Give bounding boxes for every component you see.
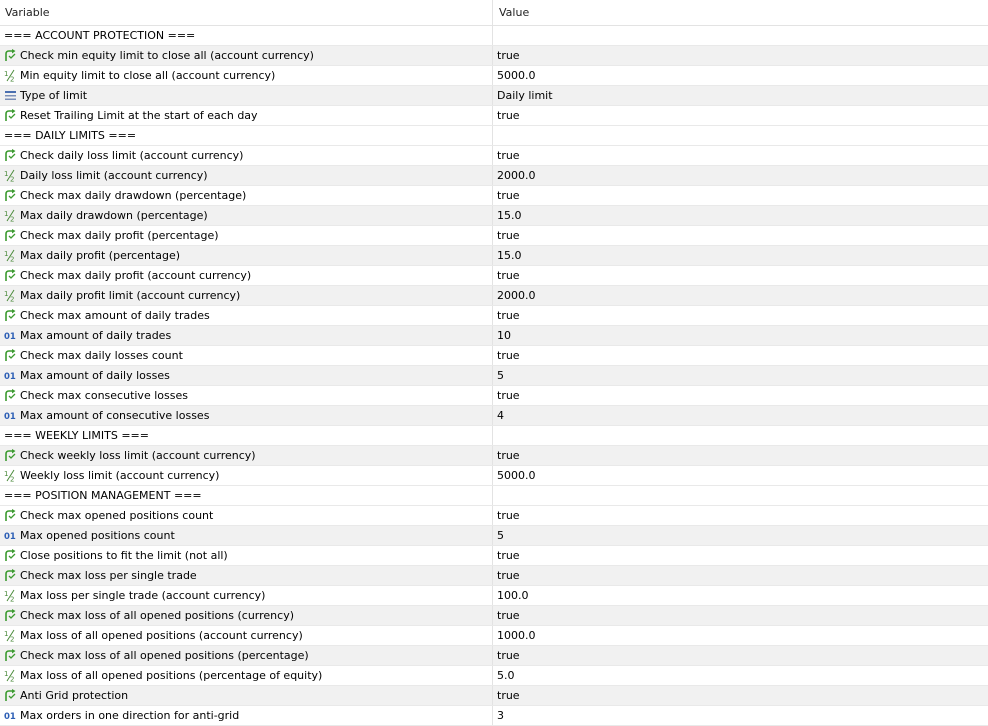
bool-arrow-icon — [4, 449, 17, 462]
variable-label: Check weekly loss limit (account currency) — [20, 449, 256, 462]
integer-icon — [4, 329, 17, 342]
value-cell[interactable] — [493, 666, 988, 685]
value-text: true — [497, 269, 520, 282]
parameter-row[interactable] — [0, 586, 988, 606]
integer-icon — [4, 709, 17, 722]
variable-cell — [0, 106, 493, 125]
bool-arrow-icon — [4, 689, 17, 702]
parameter-row[interactable] — [0, 146, 988, 166]
variable-cell — [0, 126, 493, 145]
value-cell[interactable] — [493, 446, 988, 465]
variable-label: Check max opened positions count — [20, 509, 214, 522]
value-text: true — [497, 229, 520, 242]
value-text: true — [497, 449, 520, 462]
group-header-row — [0, 486, 988, 506]
bool-arrow-icon — [4, 109, 17, 122]
value-cell[interactable] — [493, 206, 988, 225]
bool-arrow-icon — [4, 349, 17, 362]
variable-cell — [0, 566, 493, 585]
variable-cell — [0, 606, 493, 625]
value-cell[interactable] — [493, 386, 988, 405]
value-text: true — [497, 49, 520, 62]
variable-label: Reset Trailing Limit at the start of each day — [20, 109, 258, 122]
variable-cell — [0, 286, 493, 305]
variable-label: === POSITION MANAGEMENT === — [4, 489, 202, 502]
value-text: 5 — [497, 529, 504, 542]
variable-label: Max daily drawdown (percentage) — [20, 209, 208, 222]
svg-text:1: 1 — [4, 630, 9, 638]
value-cell[interactable] — [493, 46, 988, 65]
variable-label: Max daily profit (percentage) — [20, 249, 181, 262]
variable-label: Max loss of all opened positions (account currency) — [20, 629, 303, 642]
variable-label: Type of limit — [20, 89, 88, 102]
value-cell[interactable] — [493, 266, 988, 285]
parameter-row[interactable] — [0, 86, 988, 106]
svg-text:2: 2 — [10, 295, 15, 302]
value-text: Daily limit — [497, 89, 553, 102]
value-text: 5.0 — [497, 669, 515, 682]
integer-icon — [4, 369, 17, 382]
value-cell — [493, 426, 988, 445]
svg-text:2: 2 — [10, 215, 15, 222]
variable-cell — [0, 246, 493, 265]
value-text: true — [497, 189, 520, 202]
variable-label: Max amount of consecutive losses — [20, 409, 210, 422]
fraction-icon — [4, 209, 17, 222]
integer-icon — [4, 409, 17, 422]
parameter-row[interactable] — [0, 66, 988, 86]
parameter-row[interactable] — [0, 106, 988, 126]
fraction-icon — [4, 289, 17, 302]
parameter-row[interactable] — [0, 626, 988, 646]
svg-text:1: 1 — [4, 210, 9, 218]
parameter-row[interactable] — [0, 666, 988, 686]
variable-cell — [0, 366, 493, 385]
parameter-row[interactable] — [0, 506, 988, 526]
svg-text:1: 1 — [4, 250, 9, 258]
bool-arrow-icon — [4, 309, 17, 322]
variable-cell — [0, 446, 493, 465]
value-cell[interactable] — [493, 286, 988, 305]
variable-cell — [0, 26, 493, 45]
bool-arrow-icon — [4, 269, 17, 282]
variable-cell — [0, 66, 493, 85]
value-text: 10 — [497, 329, 511, 342]
variable-cell — [0, 266, 493, 285]
variable-cell — [0, 86, 493, 105]
variable-label: Daily loss limit (account currency) — [20, 169, 208, 182]
value-cell[interactable] — [493, 346, 988, 365]
fraction-icon — [4, 589, 17, 602]
variable-label: Max daily profit limit (account currency) — [20, 289, 241, 302]
value-text: true — [497, 109, 520, 122]
fraction-icon — [4, 169, 17, 182]
bool-arrow-icon — [4, 229, 17, 242]
variable-cell — [0, 546, 493, 565]
parameter-row[interactable] — [0, 366, 988, 386]
value-text: 3 — [497, 709, 504, 722]
parameter-row[interactable] — [0, 466, 988, 486]
value-text: true — [497, 549, 520, 562]
parameter-row[interactable] — [0, 526, 988, 546]
variable-label: Check daily loss limit (account currency) — [20, 149, 244, 162]
svg-text:01: 01 — [4, 412, 16, 422]
value-text: true — [497, 689, 520, 702]
variable-label: Max orders in one direction for anti-grid — [20, 709, 240, 722]
variable-cell — [0, 186, 493, 205]
parameter-row[interactable] — [0, 706, 988, 726]
variable-cell — [0, 386, 493, 405]
value-cell[interactable] — [493, 566, 988, 585]
fraction-icon — [4, 69, 17, 82]
svg-text:2: 2 — [10, 175, 15, 182]
variable-cell — [0, 146, 493, 165]
svg-text:01: 01 — [4, 372, 16, 382]
value-text: true — [497, 149, 520, 162]
variable-cell — [0, 326, 493, 345]
value-text: true — [497, 509, 520, 522]
group-header-row — [0, 426, 988, 446]
parameter-row[interactable] — [0, 646, 988, 666]
value-text: 15.0 — [497, 249, 522, 262]
svg-text:01: 01 — [4, 712, 16, 722]
variable-cell — [0, 426, 493, 445]
svg-text:2: 2 — [10, 475, 15, 482]
variable-label: Check max loss of all opened positions (percentage) — [20, 649, 309, 662]
value-cell[interactable] — [493, 546, 988, 565]
parameter-row[interactable] — [0, 446, 988, 466]
parameter-row[interactable] — [0, 686, 988, 706]
parameter-row[interactable] — [0, 606, 988, 626]
parameter-row[interactable] — [0, 386, 988, 406]
variable-cell — [0, 706, 493, 725]
variable-label: Max amount of daily trades — [20, 329, 172, 342]
value-cell[interactable] — [493, 366, 988, 385]
svg-text:1: 1 — [4, 70, 9, 78]
variable-label: Check min equity limit to close all (account currency) — [20, 49, 314, 62]
variable-cell — [0, 626, 493, 645]
value-cell[interactable] — [493, 626, 988, 645]
svg-text:01: 01 — [4, 332, 16, 342]
variable-cell — [0, 586, 493, 605]
svg-text:2: 2 — [10, 255, 15, 262]
value-cell[interactable] — [493, 606, 988, 625]
variable-label: Max amount of daily losses — [20, 369, 170, 382]
variable-cell — [0, 506, 493, 525]
value-cell[interactable] — [493, 86, 988, 105]
variable-cell — [0, 206, 493, 225]
svg-text:1: 1 — [4, 590, 9, 598]
variable-label: Check max daily profit (percentage) — [20, 229, 219, 242]
value-cell[interactable] — [493, 306, 988, 325]
variable-cell — [0, 686, 493, 705]
bool-arrow-icon — [4, 149, 17, 162]
bool-arrow-icon — [4, 389, 17, 402]
enum-list-icon — [4, 89, 17, 102]
parameter-row[interactable] — [0, 166, 988, 186]
integer-icon — [4, 529, 17, 542]
variable-label: Max opened positions count — [20, 529, 175, 542]
bool-arrow-icon — [4, 549, 17, 562]
svg-text:1: 1 — [4, 170, 9, 178]
svg-text:2: 2 — [10, 75, 15, 82]
bool-arrow-icon — [4, 569, 17, 582]
value-text: 15.0 — [497, 209, 522, 222]
value-text: true — [497, 349, 520, 362]
value-cell[interactable] — [493, 686, 988, 705]
variable-cell — [0, 646, 493, 665]
value-cell[interactable] — [493, 526, 988, 545]
bool-arrow-icon — [4, 509, 17, 522]
variable-cell — [0, 346, 493, 365]
svg-text:2: 2 — [10, 675, 15, 682]
bool-arrow-icon — [4, 649, 17, 662]
value-text: true — [497, 649, 520, 662]
value-text: true — [497, 389, 520, 402]
variable-label: Check max loss per single trade — [20, 569, 197, 582]
value-cell[interactable] — [493, 326, 988, 345]
value-cell[interactable] — [493, 466, 988, 485]
value-cell[interactable] — [493, 586, 988, 605]
group-header-row — [0, 126, 988, 146]
variable-label: Weekly loss limit (account currency) — [20, 469, 220, 482]
fraction-icon — [4, 669, 17, 682]
value-cell — [493, 26, 988, 45]
group-header-row — [0, 26, 988, 46]
variable-cell — [0, 666, 493, 685]
parameter-row[interactable] — [0, 266, 988, 286]
value-cell[interactable] — [493, 186, 988, 205]
variable-label: === ACCOUNT PROTECTION === — [4, 29, 196, 42]
value-text: 2000.0 — [497, 169, 536, 182]
value-cell[interactable] — [493, 646, 988, 665]
parameter-row[interactable] — [0, 286, 988, 306]
variable-label: Check max loss of all opened positions (currency) — [20, 609, 294, 622]
variable-cell — [0, 46, 493, 65]
parameter-row[interactable] — [0, 306, 988, 326]
svg-text:1: 1 — [4, 290, 9, 298]
variable-cell — [0, 226, 493, 245]
variable-label: Close positions to fit the limit (not all) — [20, 549, 228, 562]
fraction-icon — [4, 469, 17, 482]
value-text: 4 — [497, 409, 504, 422]
variable-cell — [0, 166, 493, 185]
variable-label: Anti Grid protection — [20, 689, 129, 702]
value-cell[interactable] — [493, 506, 988, 525]
value-text: 2000.0 — [497, 289, 536, 302]
value-text: 1000.0 — [497, 629, 536, 642]
value-cell[interactable] — [493, 106, 988, 125]
variable-cell — [0, 486, 493, 505]
value-column-header[interactable]: Value — [499, 6, 530, 19]
variable-cell — [0, 306, 493, 325]
parameter-row[interactable] — [0, 546, 988, 566]
value-text: true — [497, 609, 520, 622]
fraction-icon — [4, 249, 17, 262]
parameter-row[interactable] — [0, 46, 988, 66]
value-cell[interactable] — [493, 66, 988, 85]
value-cell[interactable] — [493, 146, 988, 165]
value-text: 5000.0 — [497, 69, 536, 82]
parameter-row[interactable] — [0, 406, 988, 426]
variable-label: Check max consecutive losses — [20, 389, 188, 402]
variable-label: Min equity limit to close all (account currency) — [20, 69, 276, 82]
grid-body — [0, 26, 988, 726]
svg-text:01: 01 — [4, 532, 16, 542]
value-cell — [493, 126, 988, 145]
bool-arrow-icon — [4, 49, 17, 62]
parameter-row[interactable] — [0, 566, 988, 586]
svg-text:2: 2 — [10, 635, 15, 642]
value-cell — [493, 486, 988, 505]
parameter-row[interactable] — [0, 186, 988, 206]
parameter-row[interactable] — [0, 326, 988, 346]
parameter-row[interactable] — [0, 346, 988, 366]
parameter-row[interactable] — [0, 206, 988, 226]
variable-label: Check max amount of daily trades — [20, 309, 210, 322]
variable-label: Max loss per single trade (account currency) — [20, 589, 266, 602]
fraction-icon — [4, 629, 17, 642]
parameter-row[interactable] — [0, 226, 988, 246]
variable-label: Max loss of all opened positions (percentage of equity) — [20, 669, 323, 682]
value-text: true — [497, 569, 520, 582]
value-cell[interactable] — [493, 706, 988, 725]
value-cell[interactable] — [493, 166, 988, 185]
value-text: 5000.0 — [497, 469, 536, 482]
variable-label: Check max daily profit (account currency) — [20, 269, 252, 282]
grid-header — [0, 0, 988, 26]
variable-cell — [0, 406, 493, 425]
variable-label: === WEEKLY LIMITS === — [4, 429, 149, 442]
bool-arrow-icon — [4, 609, 17, 622]
value-text: 5 — [497, 369, 504, 382]
value-text: 100.0 — [497, 589, 529, 602]
svg-text:2: 2 — [10, 595, 15, 602]
value-cell[interactable] — [493, 226, 988, 245]
svg-text:1: 1 — [4, 470, 9, 478]
variable-cell — [0, 466, 493, 485]
variable-label: Check max daily losses count — [20, 349, 183, 362]
value-cell[interactable] — [493, 246, 988, 265]
variable-column-header[interactable]: Variable — [0, 0, 493, 25]
parameter-row[interactable] — [0, 246, 988, 266]
value-text: true — [497, 309, 520, 322]
bool-arrow-icon — [4, 189, 17, 202]
svg-text:1: 1 — [4, 670, 9, 678]
variable-cell — [0, 526, 493, 545]
value-cell[interactable] — [493, 406, 988, 425]
variable-label: === DAILY LIMITS === — [4, 129, 137, 142]
variable-label: Check max daily drawdown (percentage) — [20, 189, 247, 202]
